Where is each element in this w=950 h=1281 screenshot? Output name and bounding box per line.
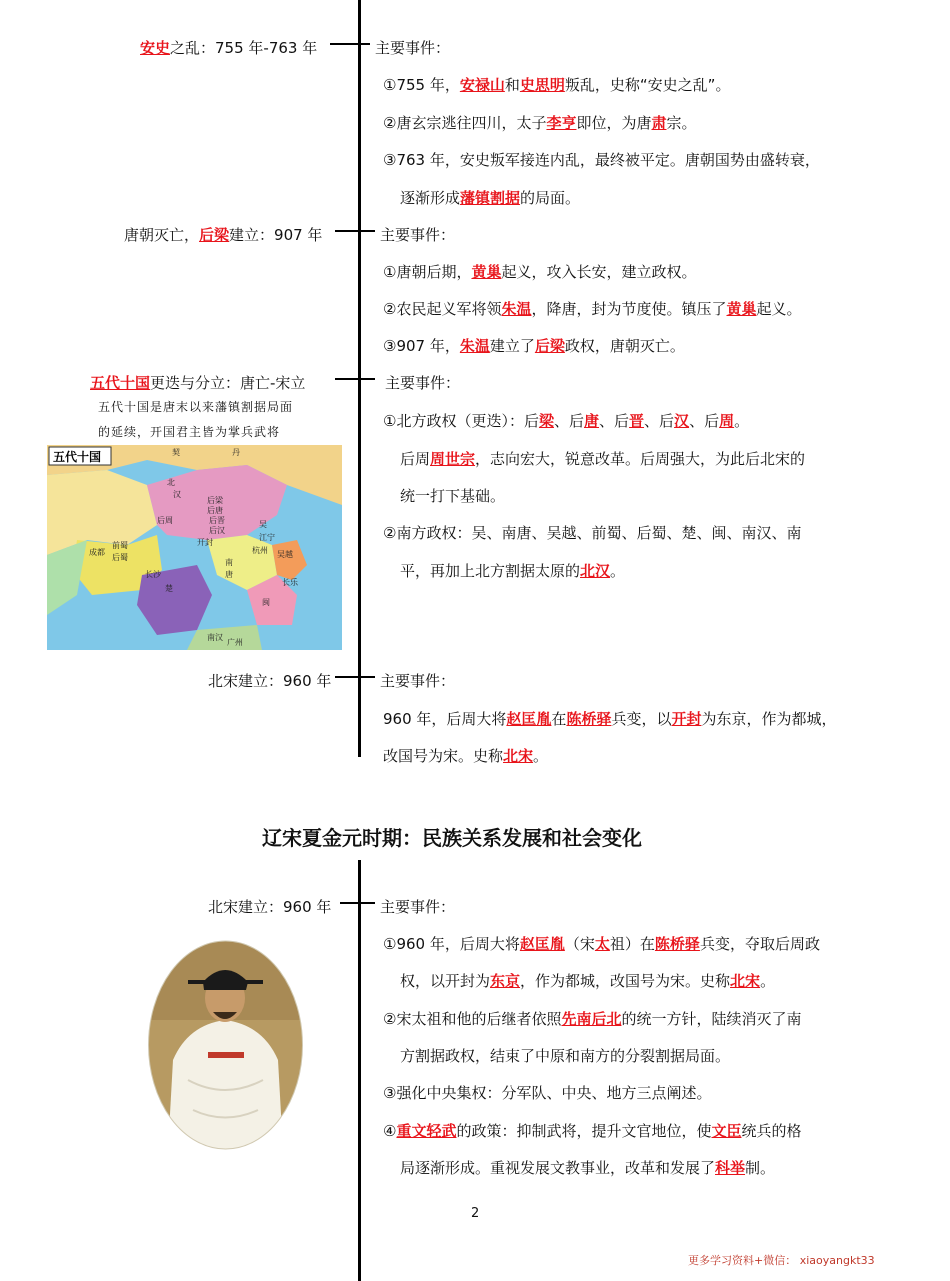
period-label-anshi bbox=[140, 37, 317, 58]
event-line: 局逐渐形成。重视发展文教事业，改革和发展了科举制。 bbox=[400, 1159, 776, 1177]
event-line: ②南方政权：吴、南唐、吴越、前蜀、后蜀、楚、闽、南汉、南 bbox=[383, 524, 802, 542]
map-label: 唐 bbox=[225, 570, 233, 579]
map-label: 广州 bbox=[227, 638, 243, 647]
event-line: 960 年，后周大将赵匡胤在陈桥驿兵变，以开封为东京，作为都城， bbox=[383, 710, 837, 728]
five-dynasties-map bbox=[47, 445, 342, 650]
map-label: 后梁 bbox=[207, 496, 223, 505]
map-label: 南 bbox=[225, 558, 233, 567]
period-label-wudai: 五代十国更迭与分立：唐亡-宋立 bbox=[90, 374, 306, 392]
map-label: 契 bbox=[172, 448, 180, 457]
footer-note: 更多学习资料+微信： xiaoyangkt33 bbox=[688, 1254, 875, 1267]
page-number: 2 bbox=[471, 1206, 480, 1221]
map-label: 后周 bbox=[157, 516, 173, 525]
map-label: 吴越 bbox=[277, 550, 293, 559]
events-heading: 主要事件： bbox=[385, 374, 461, 392]
map-label: 长沙 bbox=[145, 570, 161, 579]
events-heading: 主要事件： bbox=[380, 672, 456, 690]
event-line: 权，以开封为东京，作为都城，改国号为宋。史称北宋。 bbox=[400, 972, 776, 990]
map-label: 楚 bbox=[165, 584, 173, 593]
map-title: 五代十国 bbox=[53, 450, 102, 464]
map-label: 后唐 bbox=[207, 506, 223, 515]
note-line: 五代十国是唐末以来藩镇割据局面 bbox=[98, 400, 294, 414]
event-line: 统一打下基础。 bbox=[400, 487, 506, 505]
event-line: ②唐玄宗逃往四川，太子李亨即位，为唐肃宗。 bbox=[383, 114, 697, 132]
event-line: ①北方政权（更迭）：后梁、后唐、后晋、后汉、后周。 bbox=[383, 412, 750, 430]
map-label: 丹 bbox=[232, 448, 240, 457]
event-line: ①960 年，后周大将赵匡胤（宋太祖）在陈桥驿兵变，夺取后周政 bbox=[383, 935, 820, 953]
connector bbox=[335, 676, 375, 678]
event-line: ③强化中央集权：分军队、中央、地方三点阐述。 bbox=[383, 1084, 712, 1102]
event-line: 平，再加上北方割据太原的北汉。 bbox=[400, 562, 626, 580]
event-line: 逐渐形成藩镇割据的局面。 bbox=[400, 189, 581, 207]
event-line: 后周周世宗，志向宏大，锐意改革。后周强大，为此后北宋的 bbox=[400, 450, 806, 468]
map-label: 杭州 bbox=[252, 546, 268, 555]
event-line: ①唐朝后期，黄巢起义，攻入长安，建立政权。 bbox=[383, 263, 697, 281]
connector bbox=[335, 378, 375, 380]
event-line: ②农民起义军将领朱温，降唐，封为节度使。镇压了黄巢起义。 bbox=[383, 300, 802, 318]
map-label: 汉 bbox=[173, 490, 181, 499]
keyword: 安史 bbox=[140, 39, 171, 57]
label-text: 之乱：755 年-763 年 bbox=[170, 39, 318, 57]
connector bbox=[335, 230, 375, 232]
event-line: ③907 年，朱温建立了后梁政权，唐朝灭亡。 bbox=[383, 337, 685, 355]
map-label: 闽 bbox=[262, 598, 270, 607]
connector bbox=[340, 902, 375, 904]
events-heading: 主要事件： bbox=[375, 39, 451, 57]
map-label: 南汉 bbox=[207, 633, 223, 642]
events-heading: 主要事件： bbox=[380, 226, 456, 244]
events-heading: 主要事件： bbox=[380, 898, 456, 916]
event-line: ①755 年，安禄山和史思明叛乱，史称“安史之乱”。 bbox=[383, 76, 731, 94]
event-line: ③763 年，安史叛军接连内乱，最终被平定。唐朝国势由盛转衰， bbox=[383, 151, 820, 169]
event-line: ②宋太祖和他的后继者依照先南后北的统一方针，陆续消灭了南 bbox=[383, 1010, 802, 1028]
map-label: 开封 bbox=[197, 538, 213, 547]
event-line: 方割据政权，结束了中原和南方的分裂割据局面。 bbox=[400, 1047, 731, 1065]
timeline-line-2 bbox=[358, 860, 361, 1281]
map-label: 江宁 bbox=[259, 533, 275, 542]
map-label: 吴 bbox=[259, 520, 267, 529]
period-label-beisong: 北宋建立：960 年 bbox=[208, 672, 332, 690]
map-label: 北 bbox=[167, 478, 175, 487]
event-line: ④重文轻武的政策：抑制武将，提升文官地位，使文臣统兵的格 bbox=[383, 1122, 802, 1140]
map-label: 成都 bbox=[89, 548, 105, 557]
map-label: 后汉 bbox=[209, 526, 225, 535]
map-label: 后蜀 bbox=[112, 553, 128, 562]
map-label: 后晋 bbox=[209, 516, 225, 525]
period-label-tang-end: 唐朝灭亡，后梁建立：907 年 bbox=[124, 226, 323, 244]
emperor-portrait bbox=[148, 940, 303, 1150]
map-label: 长乐 bbox=[282, 578, 298, 587]
event-line: 改国号为宋。史称北宋。 bbox=[383, 747, 549, 765]
section-title: 辽宋夏金元时期：民族关系发展和社会变化 bbox=[262, 826, 642, 850]
note-line: 的延续，开国君主皆为掌兵武将 bbox=[98, 425, 281, 439]
connector bbox=[330, 43, 370, 45]
period-label-beisong-2: 北宋建立：960 年 bbox=[208, 898, 332, 916]
map-label: 前蜀 bbox=[112, 541, 128, 550]
